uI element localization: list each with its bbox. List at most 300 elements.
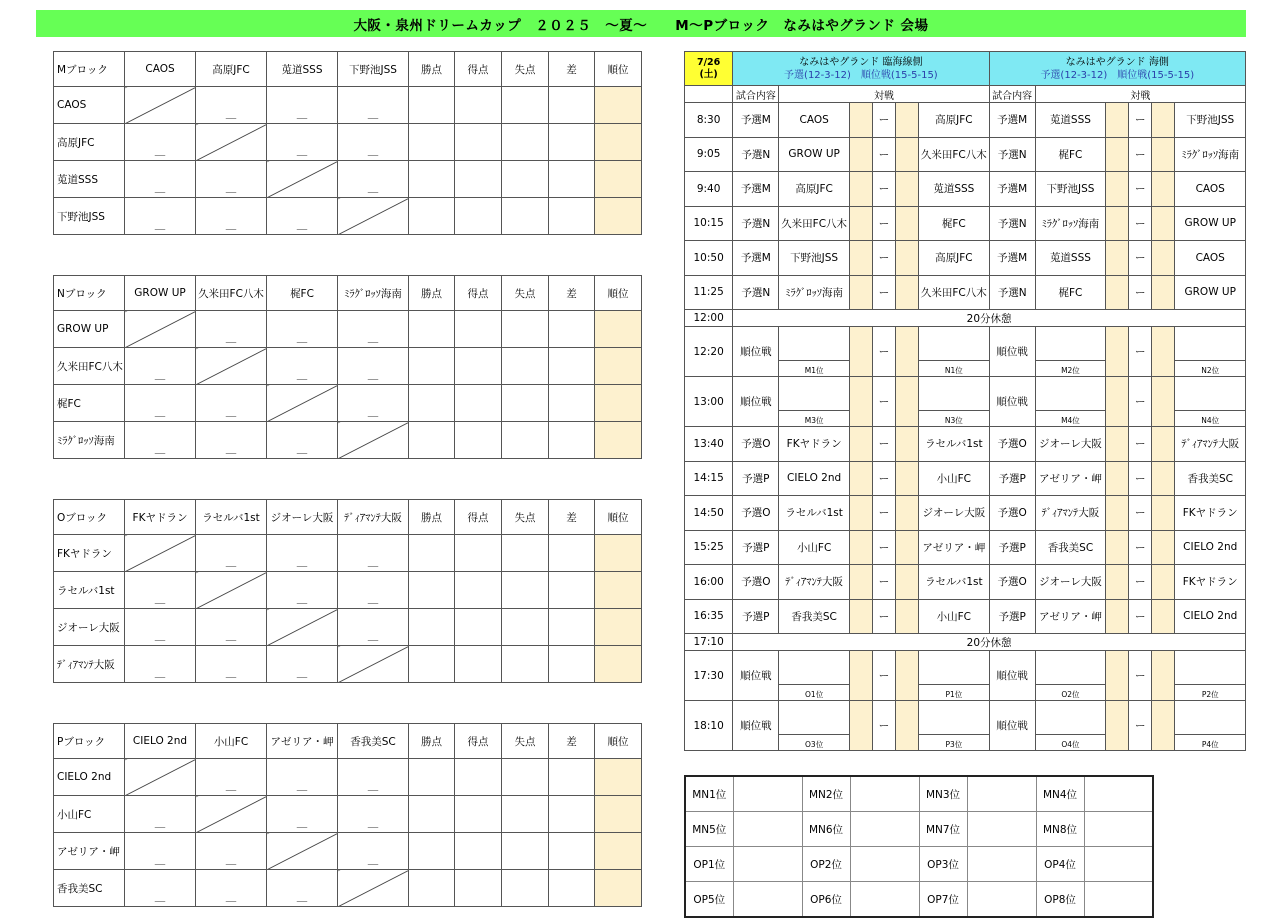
match-row xyxy=(685,599,1246,634)
stat-cell xyxy=(502,385,549,422)
stat-column-header: 順位 xyxy=(595,724,642,759)
away-team: ラセルバ1st xyxy=(919,427,989,462)
group-table xyxy=(53,51,642,235)
group-team-row xyxy=(54,422,642,459)
ranking-match-row xyxy=(685,377,1246,411)
score-cell xyxy=(896,103,919,138)
result-cell: ＿ xyxy=(196,646,267,683)
schedule-column-row xyxy=(685,86,1246,103)
score-cell xyxy=(1106,327,1129,377)
score-cell xyxy=(896,651,919,701)
away-team-slot xyxy=(919,327,989,361)
result-cell: ＿ xyxy=(267,759,338,796)
final-rank-team xyxy=(733,882,802,918)
stat-cell xyxy=(549,870,595,907)
vs-mark: ー xyxy=(1129,565,1152,600)
rank-cell xyxy=(595,572,642,609)
match-round: 予選M xyxy=(989,241,1035,276)
final-rank-label: OP1位 xyxy=(685,847,733,882)
stat-cell xyxy=(549,759,595,796)
stat-cell xyxy=(502,796,549,833)
away-team: 下野池JSS xyxy=(1175,103,1246,138)
score-cell xyxy=(1152,241,1175,276)
match-round: 順位戦 xyxy=(733,327,779,377)
away-team-slot xyxy=(1175,327,1246,361)
venue-name: なみはやグランド 海側 xyxy=(1065,56,1169,68)
vs-mark: ー xyxy=(1129,206,1152,241)
team-column-header: 莵道SSS xyxy=(267,52,338,87)
diagonal-cell xyxy=(196,348,267,385)
home-team: CAOS xyxy=(779,103,849,138)
team-column-header: ラセルバ1st xyxy=(196,500,267,535)
home-team: ﾐﾗｸﾞﾛｯｿ海南 xyxy=(779,275,849,310)
home-team-slot xyxy=(779,651,849,685)
score-cell xyxy=(1152,461,1175,496)
match-round: 予選N xyxy=(733,275,779,310)
vs-mark: ー xyxy=(872,103,895,138)
score-cell xyxy=(896,599,919,634)
final-rank-team xyxy=(733,847,802,882)
home-team-slot xyxy=(1035,651,1105,685)
group-team-row xyxy=(54,161,642,198)
score-cell xyxy=(896,327,919,377)
match-time: 18:10 xyxy=(685,701,733,751)
stat-column-header: 勝点 xyxy=(409,276,455,311)
score-cell xyxy=(1106,461,1129,496)
final-rank-label: OP4位 xyxy=(1036,847,1084,882)
match-time: 10:50 xyxy=(685,241,733,276)
score-cell xyxy=(1152,530,1175,565)
home-team: 久米田FC八木 xyxy=(779,206,849,241)
final-rank-label: MN8位 xyxy=(1036,812,1084,847)
home-team: 梶FC xyxy=(1035,275,1105,310)
vs-mark: ー xyxy=(872,172,895,207)
stat-cell xyxy=(502,198,549,235)
match-round: 予選M xyxy=(733,172,779,207)
match-row xyxy=(685,172,1246,207)
score-cell xyxy=(1106,530,1129,565)
match-row xyxy=(685,461,1246,496)
rank-cell xyxy=(595,385,642,422)
score-cell xyxy=(1152,172,1175,207)
away-team: ラセルバ1st xyxy=(919,565,989,600)
team-name: 高原JFC xyxy=(54,124,125,161)
score-cell xyxy=(849,241,872,276)
score-cell xyxy=(1152,103,1175,138)
score-cell xyxy=(1152,496,1175,531)
vs-mark: ー xyxy=(1129,137,1152,172)
group-table xyxy=(53,723,642,907)
home-team: アゼリア・岬 xyxy=(1035,599,1105,634)
match-round: 予選N xyxy=(989,206,1035,241)
results-table xyxy=(684,775,1154,918)
match-round: 予選N xyxy=(733,137,779,172)
group-label: Nブロック xyxy=(54,276,125,311)
result-cell: ＿ xyxy=(338,535,409,572)
diagonal-cell xyxy=(196,796,267,833)
group-header-row xyxy=(54,500,642,535)
vs-mark: ー xyxy=(1129,377,1152,427)
team-name: ﾐﾗｸﾞﾛｯｿ海南 xyxy=(54,422,125,459)
score-cell xyxy=(896,496,919,531)
away-team: CAOS xyxy=(1175,241,1246,276)
result-cell: ＿ xyxy=(196,198,267,235)
match-round: 予選M xyxy=(989,172,1035,207)
away-team: GROW UP xyxy=(1175,206,1246,241)
home-team: 下野池JSS xyxy=(1035,172,1105,207)
score-cell xyxy=(1106,206,1129,241)
stat-cell xyxy=(549,385,595,422)
diagonal-cell xyxy=(125,535,196,572)
score-cell xyxy=(896,701,919,751)
home-rank-label: O4位 xyxy=(1035,735,1105,751)
group-team-row xyxy=(54,759,642,796)
score-cell xyxy=(1106,427,1129,462)
score-cell xyxy=(849,565,872,600)
stat-cell xyxy=(455,422,502,459)
vs-mark: ー xyxy=(872,461,895,496)
stat-column-header: 失点 xyxy=(502,724,549,759)
stat-column-header: 勝点 xyxy=(409,724,455,759)
vs-mark: ー xyxy=(872,241,895,276)
score-cell xyxy=(849,496,872,531)
match-time: 13:00 xyxy=(685,377,733,427)
result-cell: ＿ xyxy=(338,311,409,348)
stat-cell xyxy=(409,535,455,572)
stat-cell xyxy=(455,870,502,907)
away-team-slot xyxy=(919,701,989,735)
match-row xyxy=(685,496,1246,531)
final-rank-team xyxy=(850,847,919,882)
group-header-row xyxy=(54,52,642,87)
score-cell xyxy=(1152,275,1175,310)
break-time: 17:10 xyxy=(685,634,733,651)
vs-mark: ー xyxy=(1129,275,1152,310)
stat-cell xyxy=(549,161,595,198)
result-cell: ＿ xyxy=(267,572,338,609)
score-cell xyxy=(849,275,872,310)
score-cell xyxy=(1106,701,1129,751)
stat-cell xyxy=(502,161,549,198)
score-cell xyxy=(1152,206,1175,241)
stat-cell xyxy=(409,124,455,161)
final-rank-label: MN2位 xyxy=(802,776,850,812)
ranking-match-row xyxy=(685,327,1246,361)
stat-cell xyxy=(502,572,549,609)
away-team: 高原JFC xyxy=(919,241,989,276)
match-round: 順位戦 xyxy=(989,327,1035,377)
score-cell xyxy=(896,206,919,241)
result-cell: ＿ xyxy=(196,759,267,796)
home-team: FKヤドラン xyxy=(779,427,849,462)
stat-column-header: 失点 xyxy=(502,500,549,535)
group-table xyxy=(53,275,642,459)
match-time: 17:30 xyxy=(685,651,733,701)
result-cell: ＿ xyxy=(125,609,196,646)
stat-column-header: 順位 xyxy=(595,52,642,87)
final-rank-team xyxy=(1084,776,1153,812)
stat-cell xyxy=(409,833,455,870)
score-cell xyxy=(1152,137,1175,172)
home-team: ジオーレ大阪 xyxy=(1035,565,1105,600)
home-team: ﾐﾗｸﾞﾛｯｿ海南 xyxy=(1035,206,1105,241)
team-name: FKヤドラン xyxy=(54,535,125,572)
match-row xyxy=(685,530,1246,565)
match-time: 15:25 xyxy=(685,530,733,565)
stat-cell xyxy=(455,535,502,572)
home-team: CIELO 2nd xyxy=(779,461,849,496)
group-label: Mブロック xyxy=(54,52,125,87)
final-rank-team xyxy=(1084,847,1153,882)
away-team: CIELO 2nd xyxy=(1175,530,1246,565)
vs-mark: ー xyxy=(1129,327,1152,377)
venue-name: なみはやグランド 臨海線側 xyxy=(799,56,923,68)
result-cell: ＿ xyxy=(196,870,267,907)
result-cell: ＿ xyxy=(267,796,338,833)
score-cell xyxy=(896,275,919,310)
venue-note: 予選(12-3-12) 順位戦(15-5-15) xyxy=(1040,69,1195,81)
away-team: 莵道SSS xyxy=(919,172,989,207)
score-cell xyxy=(849,701,872,751)
stat-column-header: 失点 xyxy=(502,52,549,87)
final-rank-team xyxy=(1084,882,1153,918)
score-cell xyxy=(849,461,872,496)
team-column-header: ジオーレ大阪 xyxy=(267,500,338,535)
vs-mark: ー xyxy=(872,565,895,600)
team-name: アゼリア・岬 xyxy=(54,833,125,870)
score-cell xyxy=(1152,427,1175,462)
final-rank-team xyxy=(850,776,919,812)
match-round: 順位戦 xyxy=(989,377,1035,427)
result-cell: ＿ xyxy=(196,833,267,870)
group-label: Oブロック xyxy=(54,500,125,535)
away-team: ﾃﾞｨｱﾏﾝﾃ大阪 xyxy=(1175,427,1246,462)
score-cell xyxy=(1152,327,1175,377)
stat-cell xyxy=(455,796,502,833)
result-cell: ＿ xyxy=(196,161,267,198)
rank-cell xyxy=(595,609,642,646)
final-rank-label: MN3位 xyxy=(919,776,967,812)
vs-mark: ー xyxy=(872,137,895,172)
score-cell xyxy=(1152,377,1175,427)
final-rank-label: OP5位 xyxy=(685,882,733,918)
stat-cell xyxy=(549,646,595,683)
team-column-header: 高原JFC xyxy=(196,52,267,87)
vs-mark: ー xyxy=(1129,172,1152,207)
final-rank-label: OP2位 xyxy=(802,847,850,882)
score-cell xyxy=(896,565,919,600)
stat-cell xyxy=(409,422,455,459)
match-row xyxy=(685,241,1246,276)
results-row xyxy=(685,776,1153,812)
result-cell: ＿ xyxy=(196,422,267,459)
team-column-header: 梶FC xyxy=(267,276,338,311)
home-rank-label: M2位 xyxy=(1035,361,1105,377)
vs-mark: ー xyxy=(1129,651,1152,701)
stat-column-header: 順位 xyxy=(595,276,642,311)
final-rank-label: MN5位 xyxy=(685,812,733,847)
stat-cell xyxy=(549,198,595,235)
score-cell xyxy=(849,327,872,377)
team-name: 莵道SSS xyxy=(54,161,125,198)
match-round: 予選M xyxy=(989,103,1035,138)
day-label: (土) xyxy=(699,68,718,80)
team-column-header: 小山FC xyxy=(196,724,267,759)
diagonal-cell xyxy=(338,646,409,683)
match-round: 順位戦 xyxy=(989,651,1035,701)
diagonal-cell xyxy=(267,385,338,422)
vs-mark: ー xyxy=(872,701,895,751)
match-round: 予選O xyxy=(733,427,779,462)
home-team: 香我美SC xyxy=(779,599,849,634)
away-team: 久米田FC八木 xyxy=(919,137,989,172)
match-round: 予選O xyxy=(733,565,779,600)
score-cell xyxy=(849,427,872,462)
stat-cell xyxy=(455,609,502,646)
team-name: 小山FC xyxy=(54,796,125,833)
team-column-header: GROW UP xyxy=(125,276,196,311)
home-team-slot xyxy=(779,327,849,361)
stat-cell xyxy=(549,311,595,348)
score-cell xyxy=(896,377,919,427)
rank-cell xyxy=(595,161,642,198)
match-time: 10:15 xyxy=(685,206,733,241)
final-rank-team xyxy=(967,847,1036,882)
result-cell: ＿ xyxy=(125,833,196,870)
result-cell: ＿ xyxy=(338,124,409,161)
stat-cell xyxy=(549,124,595,161)
diagonal-cell xyxy=(125,759,196,796)
match-row xyxy=(685,137,1246,172)
schedule-venue-row xyxy=(685,52,1246,86)
score-cell xyxy=(896,137,919,172)
result-cell: ＿ xyxy=(125,348,196,385)
stat-cell xyxy=(409,572,455,609)
home-rank-label: M1位 xyxy=(779,361,849,377)
score-cell xyxy=(896,241,919,276)
stat-cell xyxy=(549,833,595,870)
rank-cell xyxy=(595,87,642,124)
home-rank-label: O1位 xyxy=(779,685,849,701)
result-cell: ＿ xyxy=(196,609,267,646)
stat-cell xyxy=(409,311,455,348)
home-rank-label: M4位 xyxy=(1035,411,1105,427)
break-time: 12:00 xyxy=(685,310,733,327)
group-team-row xyxy=(54,796,642,833)
match-time: 12:20 xyxy=(685,327,733,377)
match-time: 9:05 xyxy=(685,137,733,172)
match-row xyxy=(685,565,1246,600)
away-team-slot xyxy=(1175,651,1246,685)
match-row xyxy=(685,275,1246,310)
stat-cell xyxy=(409,759,455,796)
rank-cell xyxy=(595,796,642,833)
diagonal-cell xyxy=(125,87,196,124)
result-cell: ＿ xyxy=(125,124,196,161)
group-team-row xyxy=(54,385,642,422)
final-rank-label: OP3位 xyxy=(919,847,967,882)
final-rank-label: MN6位 xyxy=(802,812,850,847)
away-team: GROW UP xyxy=(1175,275,1246,310)
away-rank-label: P4位 xyxy=(1175,735,1246,751)
final-rank-team xyxy=(967,882,1036,918)
schedule-table xyxy=(684,51,1246,751)
stat-cell xyxy=(549,87,595,124)
score-cell xyxy=(849,172,872,207)
stat-cell xyxy=(549,572,595,609)
stat-column-header: 勝点 xyxy=(409,52,455,87)
stat-column-header: 得点 xyxy=(455,52,502,87)
home-team: ラセルバ1st xyxy=(779,496,849,531)
away-team: FKヤドラン xyxy=(1175,496,1246,531)
match-round: 順位戦 xyxy=(989,701,1035,751)
home-team: 香我美SC xyxy=(1035,530,1105,565)
score-cell xyxy=(896,427,919,462)
stat-cell xyxy=(455,198,502,235)
content-column-header: 試合内容 xyxy=(989,86,1035,103)
score-cell xyxy=(1152,701,1175,751)
stat-cell xyxy=(409,87,455,124)
result-cell: ＿ xyxy=(338,796,409,833)
rank-cell xyxy=(595,535,642,572)
final-rank-team xyxy=(850,812,919,847)
match-time: 14:50 xyxy=(685,496,733,531)
final-rank-label: OP7位 xyxy=(919,882,967,918)
team-name: CIELO 2nd xyxy=(54,759,125,796)
stat-cell xyxy=(549,609,595,646)
group-team-row xyxy=(54,124,642,161)
result-cell: ＿ xyxy=(338,759,409,796)
away-team-slot xyxy=(919,651,989,685)
away-rank-label: N2位 xyxy=(1175,361,1246,377)
rank-cell xyxy=(595,198,642,235)
result-cell: ＿ xyxy=(196,385,267,422)
stat-cell xyxy=(455,385,502,422)
stat-cell xyxy=(502,870,549,907)
vs-mark: ー xyxy=(1129,496,1152,531)
stat-cell xyxy=(502,535,549,572)
stat-cell xyxy=(455,311,502,348)
match-time: 16:00 xyxy=(685,565,733,600)
home-rank-label: O3位 xyxy=(779,735,849,751)
match-round: 予選N xyxy=(989,275,1035,310)
match-round: 予選N xyxy=(733,206,779,241)
stat-cell xyxy=(549,348,595,385)
vs-mark: ー xyxy=(872,651,895,701)
rank-cell xyxy=(595,646,642,683)
final-rank-team xyxy=(1084,812,1153,847)
home-team: ﾃﾞｨｱﾏﾝﾃ大阪 xyxy=(1035,496,1105,531)
match-column-header: 対戦 xyxy=(779,86,989,103)
away-rank-label: P2位 xyxy=(1175,685,1246,701)
score-cell xyxy=(849,530,872,565)
away-team: FKヤドラン xyxy=(1175,565,1246,600)
vs-mark: ー xyxy=(1129,530,1152,565)
group-team-row xyxy=(54,572,642,609)
date-label: 7/26 xyxy=(696,56,721,68)
away-team: 高原JFC xyxy=(919,103,989,138)
home-team-slot xyxy=(779,377,849,411)
stat-cell xyxy=(409,646,455,683)
result-cell: ＿ xyxy=(338,385,409,422)
result-cell: ＿ xyxy=(338,87,409,124)
vs-mark: ー xyxy=(1129,103,1152,138)
match-time: 8:30 xyxy=(685,103,733,138)
diagonal-cell xyxy=(196,124,267,161)
stat-cell xyxy=(455,348,502,385)
score-cell xyxy=(849,206,872,241)
stat-column-header: 失点 xyxy=(502,276,549,311)
